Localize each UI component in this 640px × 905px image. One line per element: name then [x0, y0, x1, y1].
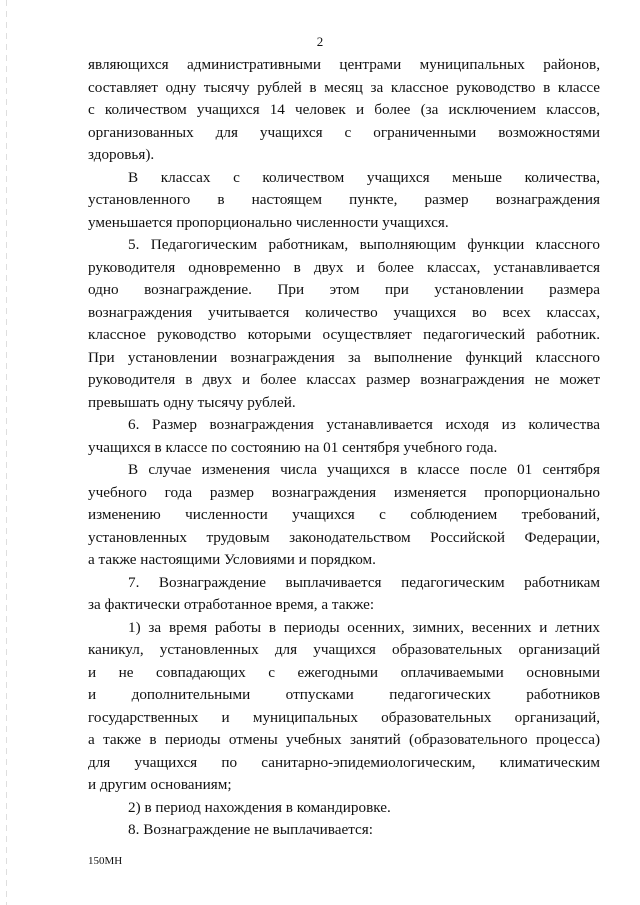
text-line: вознаграждения учитывается количество учащихся во всех классах, [88, 303, 600, 321]
text-line: классное руководство которыми осуществляет педагогический работник. [88, 326, 600, 343]
text-line: а также настоящими Условиями и порядком. [88, 551, 376, 568]
text-line: составляет одну тысячу рублей в месяц за классное руководство в классе [88, 78, 600, 96]
text-line: являющихся административными центрами муниципальных районов, [88, 56, 600, 73]
text-line: здоровья). [88, 146, 155, 163]
text-line: для учащихся по санитарно-эпидемиологическим, климатическим [88, 753, 600, 771]
text-line: 2) в период нахождения в командировке. [128, 798, 391, 816]
text-line: руководителя одновременно в двух и более классах, устанавливается [88, 258, 600, 276]
text-line: за фактически отработанное время, а также: [88, 596, 375, 613]
text-line: и дополнительными отпусками педагогических работников [88, 686, 600, 703]
text-line: превышать одну тысячу рублей. [88, 393, 296, 411]
text-line: руководителя в двух и более классах размер вознаграждения не может [88, 371, 600, 388]
text-line: 1) за время работы в периоды осенних, зимних, весенних и летних [128, 618, 600, 636]
text-line: В случае изменения числа учащихся в классе после 01 сентября [128, 461, 600, 478]
text-line: одно вознаграждение. При этом при установлении размера [88, 281, 600, 298]
document-body [88, 54, 600, 842]
text-line: учащихся в классе по состоянию на 01 сентября учебного года. [88, 438, 498, 456]
text-line: 5. Педагогическим работникам, выполняющим функции классного [128, 236, 600, 253]
text-line: При установлении вознаграждения за выполнение функций классного [88, 348, 600, 366]
text-line: уменьшается пропорционально численности учащихся. [88, 213, 449, 231]
text-line: и другим основаниям; [88, 776, 232, 793]
text-line: 7. Вознаграждение выплачивается педагогическим работникам [128, 573, 600, 591]
page-number: 2 [316, 34, 324, 49]
text-line: изменению численности учащихся с соблюдением требований, [88, 506, 600, 523]
text-line: а также в периоды отмены учебных занятий (образовательного процесса) [88, 731, 600, 748]
text-line: 6. Размер вознаграждения устанавливается исходя из количества [128, 416, 600, 433]
document-code: 150МН [88, 855, 123, 867]
text-line: установленных трудовым законодательством Российской Федерации, [88, 528, 600, 546]
text-line: каникул, установленных для учащихся образовательных организаций [88, 641, 600, 658]
text-line: 8. Вознаграждение не выплачивается: [128, 821, 373, 838]
scan-edge-decoration [6, 0, 7, 905]
text-line: с количеством учащихся 14 человек и более (за исключением классов, [88, 101, 600, 118]
text-line: установленного в настоящем пункте, размер вознаграждения [88, 191, 600, 208]
text-line: организованных для учащихся с ограниченными возможностями [88, 123, 600, 141]
text-line: В классах с количеством учащихся меньше количества, [128, 168, 600, 186]
text-line: государственных и муниципальных образовательных организаций, [88, 708, 600, 726]
text-line: учебного года размер вознаграждения изменяется пропорционально [88, 483, 600, 501]
text-line: и не совпадающих с ежегодными оплачиваемыми основными [88, 663, 600, 681]
